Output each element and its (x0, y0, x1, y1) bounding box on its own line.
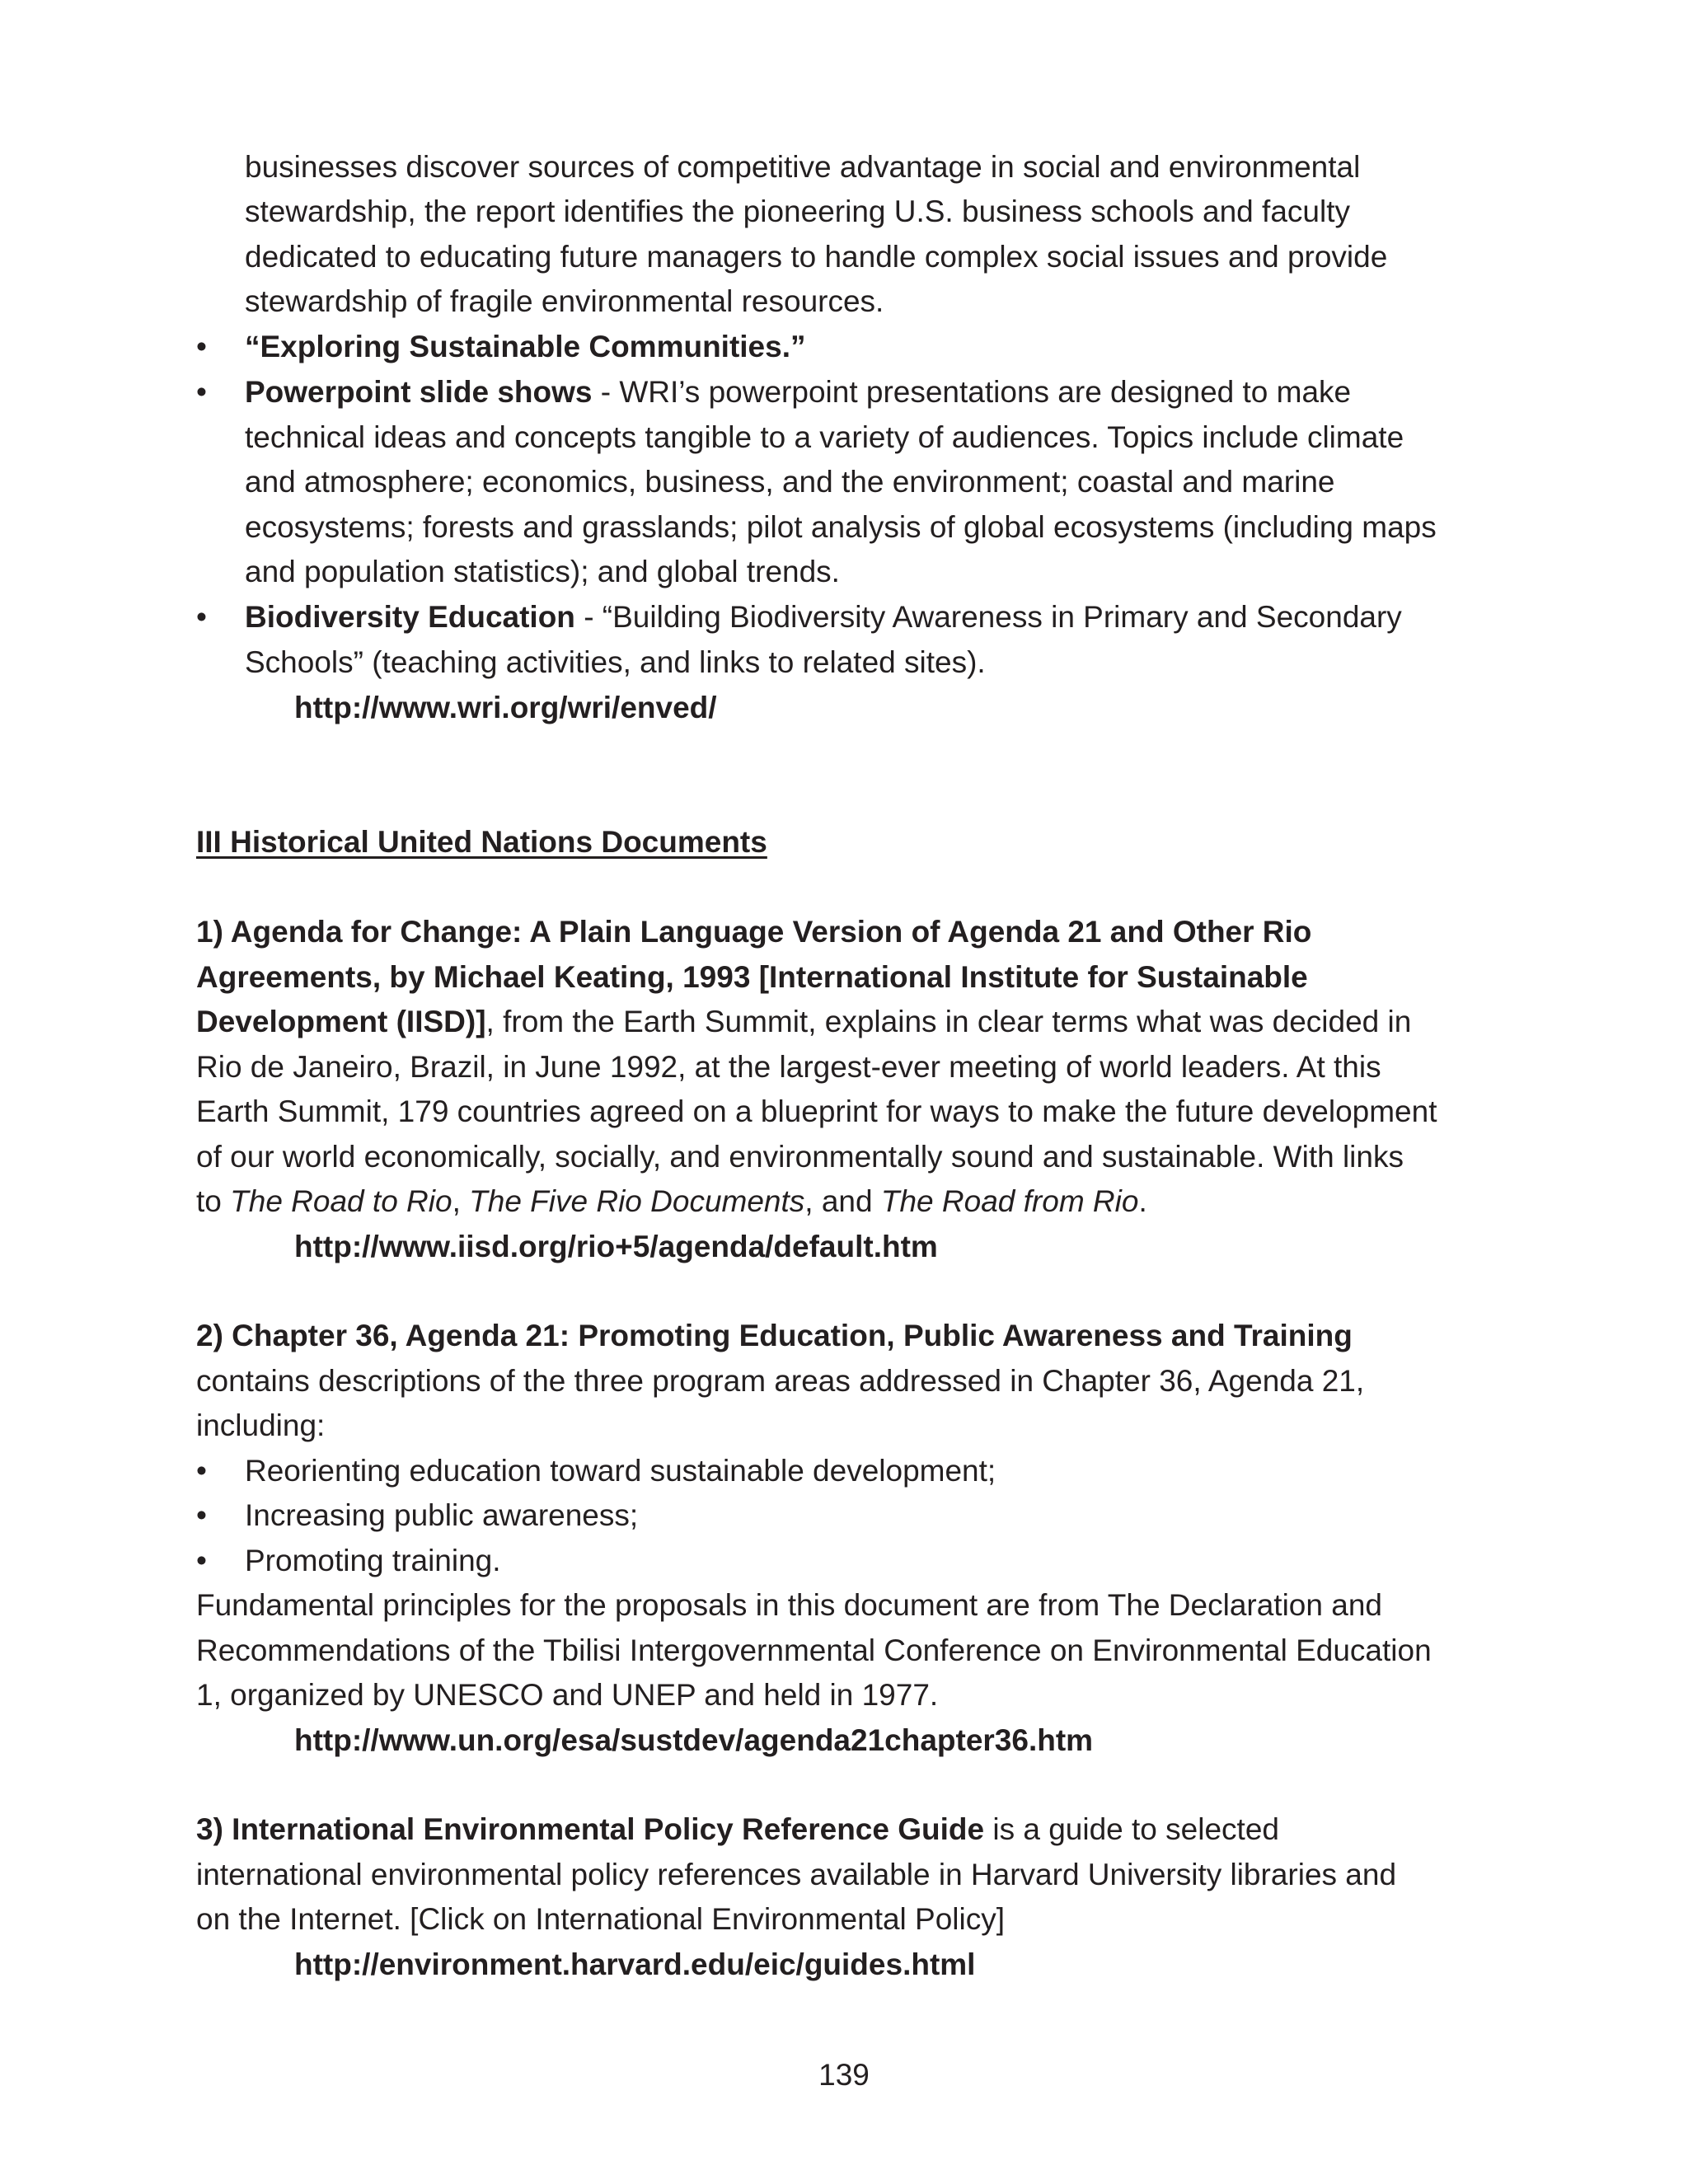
doc2-title: 2) Chapter 36, Agenda 21: Promoting Education, Public Awareness and Training (196, 1319, 1353, 1352)
doc1-end: . (1138, 1184, 1147, 1218)
wri-item-exploring (245, 325, 806, 369)
doc1-sep-1: , (452, 1184, 470, 1218)
doc1-title-line-3: Development (IISD)] (196, 1005, 486, 1038)
wri-item-powerpoint-line-4: ecosystems; forests and grasslands; pilot analysis of global ecosystems (including maps (245, 510, 1437, 544)
doc2-bullet-1: Reorienting education toward sustainable development; (245, 1454, 996, 1488)
doc1-title-line-1: 1) Agenda for Change: A Plain Language Version of Agenda 21 and Other Rio (196, 915, 1312, 949)
doc3-desc-start: is a guide to selected (984, 1812, 1279, 1846)
wri-item-powerpoint-line-1 (245, 370, 1351, 415)
doc2-line-2: contains descriptions of the three program areas addressed in Chapter 36, Agenda 21, (196, 1364, 1365, 1398)
wri-intro-line-2: stewardship, the report identifies the pioneering U.S. business schools and faculty (245, 194, 1350, 228)
doc2-bullet-3: Promoting training. (245, 1544, 501, 1577)
doc3-url-link[interactable]: http://environment.harvard.edu/eic/guides.html (294, 1947, 976, 1981)
bullet-marker: • (196, 1498, 207, 1532)
wri-intro-line-4: stewardship of fragile environmental resources. (245, 284, 884, 318)
doc1-line-5: Earth Summit, 179 countries agreed on a blueprint for ways to make the future development (196, 1094, 1437, 1128)
doc3-line-2: international environmental policy references available in Harvard University libraries and (196, 1858, 1397, 1891)
bullet-marker: • (196, 1454, 207, 1488)
wri-item-powerpoint-title: Powerpoint slide shows (245, 375, 593, 409)
doc1-line-4: Rio de Janeiro, Brazil, in June 1992, at the largest-ever meeting of world leaders. At this (196, 1050, 1381, 1084)
doc2-url-link[interactable]: http://www.un.org/esa/sustdev/agenda21chapter36.htm (294, 1723, 1094, 1757)
doc3-line-1 (196, 1807, 1279, 1852)
doc2-after-line-2: Recommendations of the Tbilisi Intergovernmental Conference on Environmental Education (196, 1633, 1432, 1667)
wri-item-exploring-end: .” (781, 330, 806, 363)
wri-url-link[interactable]: http://www.wri.org/wri/enved/ (294, 691, 717, 724)
wri-item-biodiversity-desc: - “Building Biodiversity Awareness in Primary and Secondary (574, 600, 1402, 634)
doc2-after-line-1: Fundamental principles for the proposals in this document are from The Declaration and (196, 1588, 1382, 1622)
page-number: 139 (818, 2058, 870, 2092)
doc1-line-6: of our world economically, socially, and environmentally sound and sustainable. With links (196, 1140, 1404, 1174)
doc3-line-3: on the Internet. [Click on International Environmental Policy] (196, 1902, 1006, 1936)
wri-item-powerpoint-line-2: technical ideas and concepts tangible to a variety of audiences. Topics include climate (245, 420, 1404, 454)
doc1-line-7 (196, 1179, 1147, 1224)
wri-item-biodiversity-title: Biodiversity Education (245, 600, 575, 634)
doc1-line-7-to: to (196, 1184, 231, 1218)
bullet-marker: • (196, 375, 207, 409)
doc1-road-to-rio: The Road to Rio (230, 1184, 452, 1218)
bullet-marker: • (196, 1544, 207, 1577)
bullet-marker: • (196, 600, 207, 634)
doc1-url-link[interactable]: http://www.iisd.org/rio+5/agenda/default.htm (294, 1230, 938, 1263)
doc3-title: 3) International Environmental Policy Reference Guide (196, 1812, 985, 1846)
doc2-after-line-3: 1, organized by UNESCO and UNEP and held in 1977. (196, 1678, 939, 1712)
doc1-title-line-2: Agreements, by Michael Keating, 1993 [International Institute for Sustainable (196, 960, 1308, 994)
doc2-line-3: including: (196, 1408, 326, 1442)
doc1-sep-2: , and (804, 1184, 881, 1218)
wri-item-powerpoint-line-3: and atmosphere; economics, business, and the environment; coastal and marine (245, 465, 1335, 499)
wri-item-powerpoint-desc: - WRI’s powerpoint presentations are designed to make (592, 375, 1352, 409)
wri-item-exploring-title: “Exploring Sustainable Communities (245, 330, 782, 363)
section-heading: III Historical United Nations Documents (196, 825, 767, 859)
doc1-desc-start: , from the Earth Summit, explains in clear terms what was decided in (485, 1005, 1412, 1038)
wri-item-biodiversity-line-1 (245, 595, 1402, 640)
bullet-marker: • (196, 330, 207, 363)
doc1-road-from-rio: The Road from Rio (880, 1184, 1139, 1218)
wri-item-biodiversity-line-2: Schools” (teaching activities, and links to related sites). (245, 645, 986, 679)
wri-item-powerpoint-line-5: and population statistics); and global trends. (245, 555, 840, 588)
doc1-line-3 (196, 1000, 1411, 1044)
doc2-bullet-2: Increasing public awareness; (245, 1498, 639, 1532)
wri-intro-line-3: dedicated to educating future managers to handle complex social issues and provide (245, 240, 1388, 274)
wri-intro-line-1: businesses discover sources of competitive advantage in social and environmental (245, 150, 1361, 184)
doc1-five-rio-documents: The Five Rio Documents (469, 1184, 805, 1218)
